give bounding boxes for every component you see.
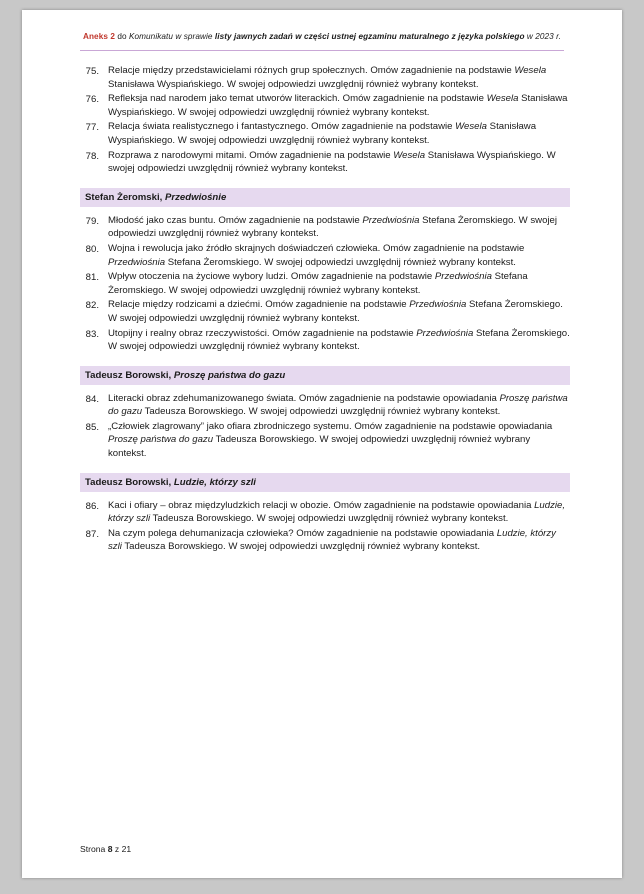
task-item xyxy=(80,92,570,119)
task-text-plain: Rozprawa z narodowymi mitami. Omów zagadnienie na podstawie xyxy=(108,149,394,161)
task-text-plain: Tadeusza Borowskiego. W swojej odpowiedzi uwzględnij również wybrany kontekst. xyxy=(121,541,481,553)
task-text xyxy=(108,527,570,554)
task-list xyxy=(80,64,570,555)
task-number: 81. xyxy=(85,272,99,284)
section-heading xyxy=(80,366,570,385)
task-text xyxy=(108,420,570,461)
task-number: 85. xyxy=(85,421,99,433)
task-text xyxy=(108,392,570,419)
task-text-title: Przedwiośnia xyxy=(108,256,166,268)
task-text-title: Przedwiośnia xyxy=(416,327,474,339)
document-page xyxy=(22,10,622,878)
task-text-title: Ludzie, którzy szli xyxy=(108,499,566,525)
task-text xyxy=(108,149,570,176)
task-item xyxy=(80,527,570,554)
task-number: 87. xyxy=(85,528,99,540)
task-text-plain: Refleksja nad narodem jako temat utworów literackich. Omów zagadnienie na podstawie xyxy=(108,93,487,105)
task-text-plain: Relacje między rodzicami a dziećmi. Omów zagadnienie na podstawie xyxy=(108,299,410,311)
section-heading-title: Przedwiośnie xyxy=(164,191,227,203)
header-communication-title: Komunikatu w sprawie xyxy=(128,32,213,41)
task-text-title: Przedwiośnia xyxy=(409,299,467,311)
task-text-title: Ludzie, którzy szli xyxy=(108,527,556,553)
task-number: 77. xyxy=(85,122,99,134)
section-heading xyxy=(80,473,570,492)
section-heading-title: Ludzie, którzy szli xyxy=(173,476,256,488)
task-item xyxy=(80,149,570,176)
task-number: 84. xyxy=(85,393,99,405)
task-text-plain: Relacje między przedstawicielami różnych grup społecznych. Omów zagadnienie na podstawie xyxy=(108,65,515,76)
section-heading-author: Tadeusz Borowski, xyxy=(85,476,174,488)
task-text-plain: Wojna i rewolucja jako źródło skrajnych doświadczeń człowieka. Omów zagadnienie na podstawie xyxy=(108,242,525,254)
footer-page-number: 8 xyxy=(107,844,113,854)
task-text-plain: Stefana Żeromskiego. W swojej odpowiedzi uwzględnij również wybrany kontekst. xyxy=(108,299,563,324)
task-number: 80. xyxy=(85,243,99,255)
task-text-plain: Na czym polega dehumanizacja człowieka? Omów zagadnienie na podstawie opowiadania xyxy=(108,527,497,539)
header-divider xyxy=(80,50,564,51)
task-text xyxy=(108,120,570,147)
task-text xyxy=(108,64,570,91)
section-heading xyxy=(80,188,570,207)
task-text-title: Proszę państwa do gazu xyxy=(108,392,568,418)
task-text-title: Wesela xyxy=(393,149,426,161)
task-number: 82. xyxy=(85,300,99,312)
task-text-plain: Stefana Żeromskiego. W swojej odpowiedzi uwzględnij również wybrany kontekst. xyxy=(165,256,516,268)
footer-total-pages: 21 xyxy=(121,844,132,854)
task-text xyxy=(108,214,570,241)
section-heading-title: Proszę państwa do gazu xyxy=(173,369,286,381)
task-item xyxy=(80,392,570,419)
task-group xyxy=(80,188,570,354)
task-text-plain: Kaci i ofiary – obraz międzyludzkich relacji w obozie. Omów zagadnienie na podstawie opowiadania xyxy=(108,499,535,511)
task-text-title: Przedwiośnia xyxy=(434,271,492,283)
task-number: 86. xyxy=(85,500,99,512)
footer-middle: z xyxy=(112,844,122,854)
footer-prefix: Strona xyxy=(80,844,108,854)
task-text-title: Wesela xyxy=(514,65,547,76)
task-number: 75. xyxy=(85,66,99,77)
task-text-title: Wesela xyxy=(486,93,519,105)
task-item xyxy=(80,298,570,325)
task-text xyxy=(108,298,570,325)
task-text-plain: Tadeusza Borowskiego. W swojej odpowiedzi uwzględnij również wybrany kontekst. xyxy=(108,434,531,460)
task-text xyxy=(108,242,570,269)
task-group xyxy=(80,366,570,461)
task-group xyxy=(80,64,570,176)
task-text-plain: Utopijny i realny obraz rzeczywistości. Omów zagadnienie na podstawie xyxy=(108,327,417,339)
task-text-plain: Tadeusza Borowskiego. W swojej odpowiedzi uwzględnij również wybrany kontekst. xyxy=(142,406,501,418)
task-number: 79. xyxy=(85,215,99,227)
task-text-plain: Wpływ otoczenia na życiowe wybory ludzi. Omów zagadnienie na podstawie xyxy=(108,271,435,283)
task-item xyxy=(80,214,570,241)
task-number: 76. xyxy=(85,94,99,106)
task-text-plain: Stanisława Wyspiańskiego. W swojej odpowiedzi uwzględnij również wybrany kontekst. xyxy=(108,78,479,90)
task-text-plain: Stefana Żeromskiego. W swojej odpowiedzi uwzględnij również wybrany kontekst. xyxy=(108,327,570,353)
task-text xyxy=(108,270,570,297)
task-item xyxy=(80,64,570,91)
task-text-plain: Stefana Żeromskiego. W swojej odpowiedzi uwzględnij również wybrany kontekst. xyxy=(108,271,528,296)
section-heading-author: Tadeusz Borowski, xyxy=(85,369,174,381)
task-text-plain: Stanisława Wyspiańskiego. W swojej odpowiedzi uwzględnij również wybrany kontekst. xyxy=(108,149,556,175)
task-text xyxy=(108,499,570,526)
section-heading-author: Stefan Żeromski, xyxy=(85,191,165,203)
task-group xyxy=(80,473,570,554)
task-text-plain: „Człowiek zlagrowany” jako ofiara zbrodniczego systemu. Omów zagadnienie na podstawie opowiadania xyxy=(108,420,553,432)
task-number: 83. xyxy=(85,328,99,340)
header-year: w 2023 r. xyxy=(526,32,562,41)
task-text-plain: Młodość jako czas buntu. Omów zagadnienie na podstawie xyxy=(108,214,363,226)
task-item xyxy=(80,327,570,354)
task-item xyxy=(80,242,570,269)
page-header xyxy=(22,32,622,41)
task-item xyxy=(80,420,570,461)
task-text-plain: Stanisława Wyspiańskiego. W swojej odpowiedzi uwzględnij również wybrany kontekst. xyxy=(108,93,568,118)
task-text-plain: Relacja świata realistycznego i fantastycznego. Omów zagadnienie na podstawie xyxy=(108,121,456,133)
task-text-plain: Literacki obraz zdehumanizowanego świata. Omów zagadnienie na podstawie opowiadania xyxy=(108,392,500,404)
task-item xyxy=(80,270,570,297)
task-text-plain: Tadeusza Borowskiego. W swojej odpowiedzi uwzględnij również wybrany kontekst. xyxy=(150,513,509,525)
task-text-title: Przedwiośnia xyxy=(362,214,420,226)
header-list-title: listy jawnych zadań w części ustnej egzaminu maturalnego z języka polskiego xyxy=(214,32,525,41)
task-text-plain: Stanisława Wyspiańskiego. W swojej odpowiedzi uwzględnij również wybrany kontekst. xyxy=(108,121,537,146)
task-item xyxy=(80,499,570,526)
task-number: 78. xyxy=(85,150,99,162)
task-item xyxy=(80,120,570,147)
header-annex-label: Aneks 2 xyxy=(82,32,115,41)
task-text-title: Proszę państwa do gazu xyxy=(108,434,214,446)
page-footer xyxy=(80,844,131,854)
task-text xyxy=(108,327,570,354)
header-mid: do xyxy=(117,32,127,41)
task-text xyxy=(108,92,570,119)
task-text-plain: Stefana Żeromskiego. W swojej odpowiedzi uwzględnij również wybrany kontekst. xyxy=(108,214,558,240)
task-text-title: Wesela xyxy=(455,121,487,133)
